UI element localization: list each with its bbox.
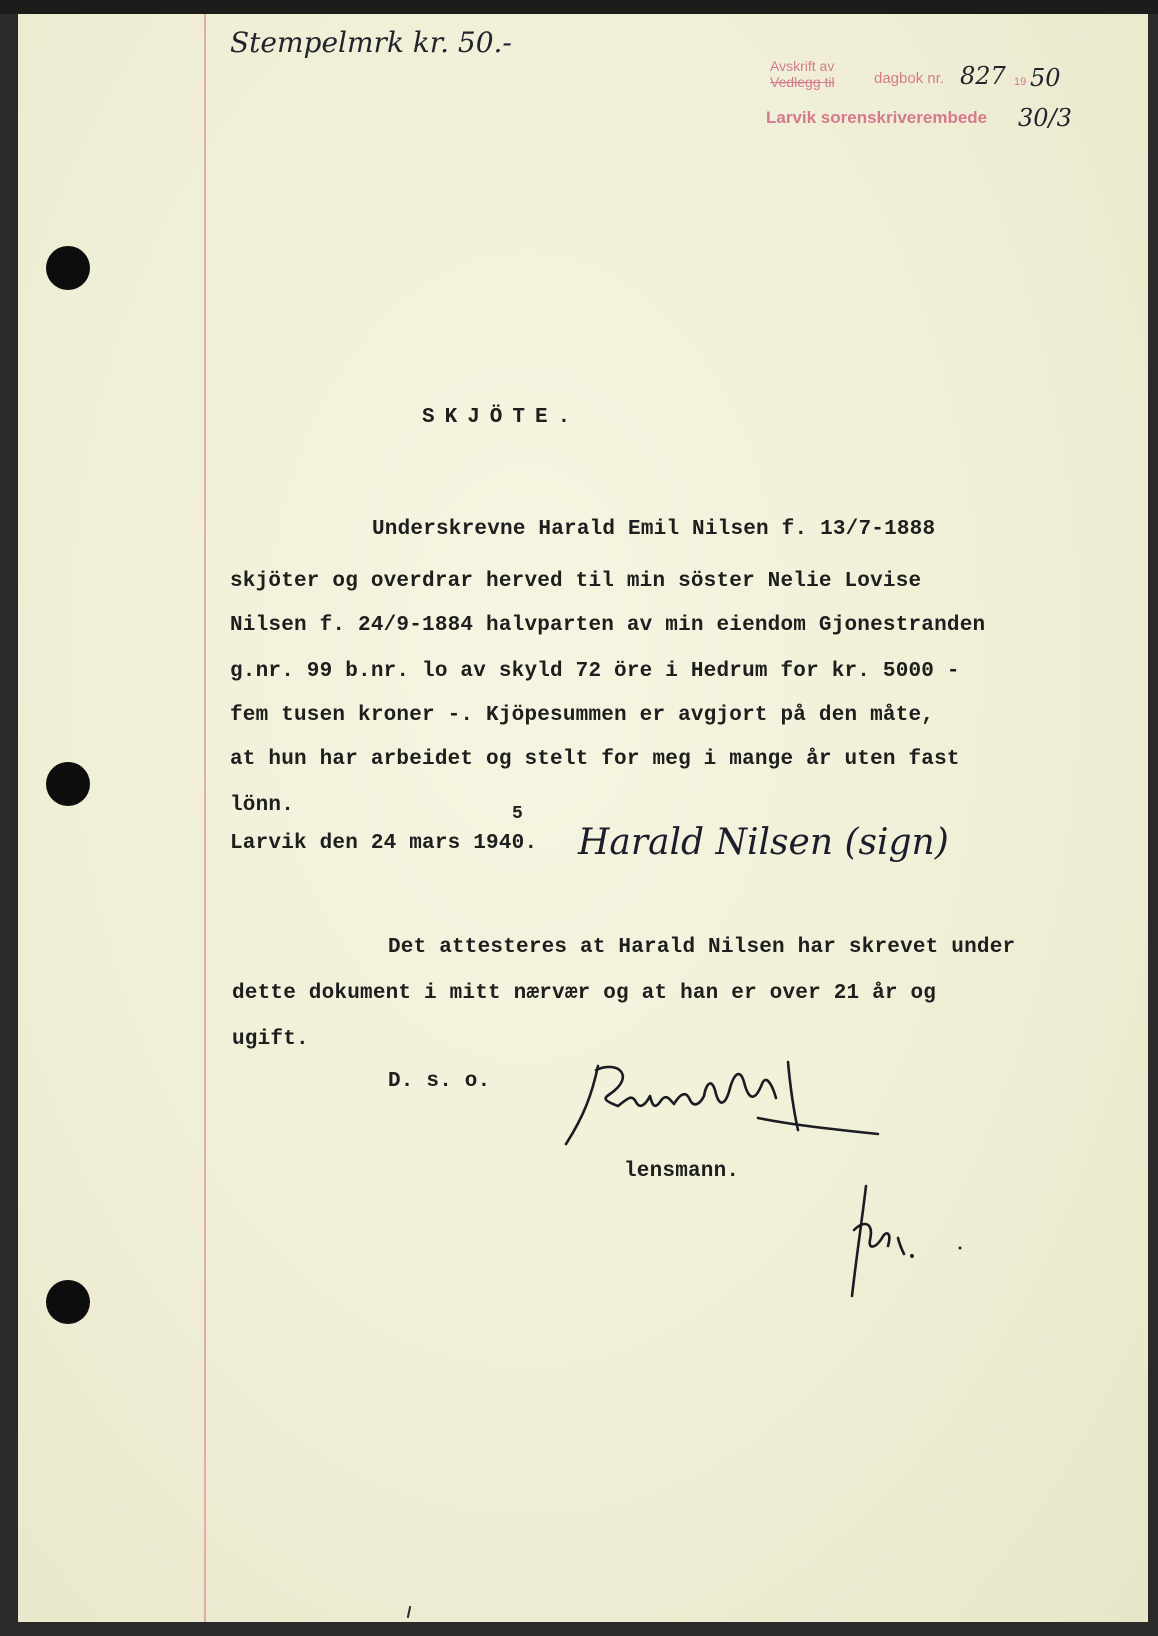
stamp-date: 30/3 bbox=[1018, 104, 1072, 132]
margin-rule bbox=[204, 14, 206, 1622]
initials-mark bbox=[840, 1180, 980, 1300]
scan-top-edge bbox=[0, 0, 1158, 14]
body-line: Underskrevne Harald Emil Nilsen f. 13/7-1888 bbox=[372, 518, 936, 541]
stamp-year: 50 bbox=[1030, 64, 1061, 92]
stamp-line2: Vedlegg til bbox=[770, 74, 835, 90]
place-date: Larvik den 24 mars 1940. bbox=[230, 832, 538, 855]
punch-hole-top bbox=[46, 246, 90, 290]
document-title: SKJÖTE. bbox=[422, 406, 581, 429]
punch-hole-middle bbox=[46, 762, 90, 806]
official-title: lensmann. bbox=[624, 1160, 740, 1183]
body-line: at hun har arbeidet og stelt for meg i mange år uten fast bbox=[230, 748, 960, 771]
punch-hole-bottom bbox=[46, 1280, 90, 1324]
stamp-year-prefix: 19 bbox=[1014, 76, 1027, 88]
body-line: g.nr. 99 b.nr. lo av skyld 72 öre i Hedrum for kr. 5000 - bbox=[230, 660, 960, 683]
stamp-journal-number: 827 bbox=[960, 62, 1006, 90]
body-line: skjöter og overdrar herved til min söster Nelie Lovise bbox=[230, 570, 922, 593]
document-page bbox=[18, 14, 1148, 1622]
body-line: fem tusen kroner -. Kjöpesummen er avgjort på den måte, bbox=[230, 704, 935, 727]
date-correction: 5 bbox=[512, 804, 524, 824]
stray-mark bbox=[407, 1606, 411, 1618]
official-signature bbox=[558, 1054, 878, 1154]
seller-signature: Harald Nilsen (sign) bbox=[578, 822, 949, 863]
stamp-fee-note: Stempelmrk kr. 50.- bbox=[230, 26, 512, 59]
stamp-office: Larvik sorenskriverembede bbox=[766, 108, 988, 127]
stamp-line1: Avskrift av bbox=[770, 58, 835, 74]
body-line: lönn. bbox=[230, 794, 295, 817]
body-line: Nilsen f. 24/9-1884 halvparten av min eiendom Gjonestranden bbox=[230, 614, 986, 637]
stamp-journal-prefix: dagbok nr. bbox=[874, 70, 945, 87]
attestation-line: ugift. bbox=[232, 1028, 309, 1051]
attestation-line: dette dokument i mitt nærvær og at han er over 21 år og bbox=[232, 982, 937, 1005]
attestation-line: Det attesteres at Harald Nilsen har skrevet under bbox=[388, 936, 1016, 959]
dso-abbreviation: D. s. o. bbox=[388, 1070, 491, 1093]
